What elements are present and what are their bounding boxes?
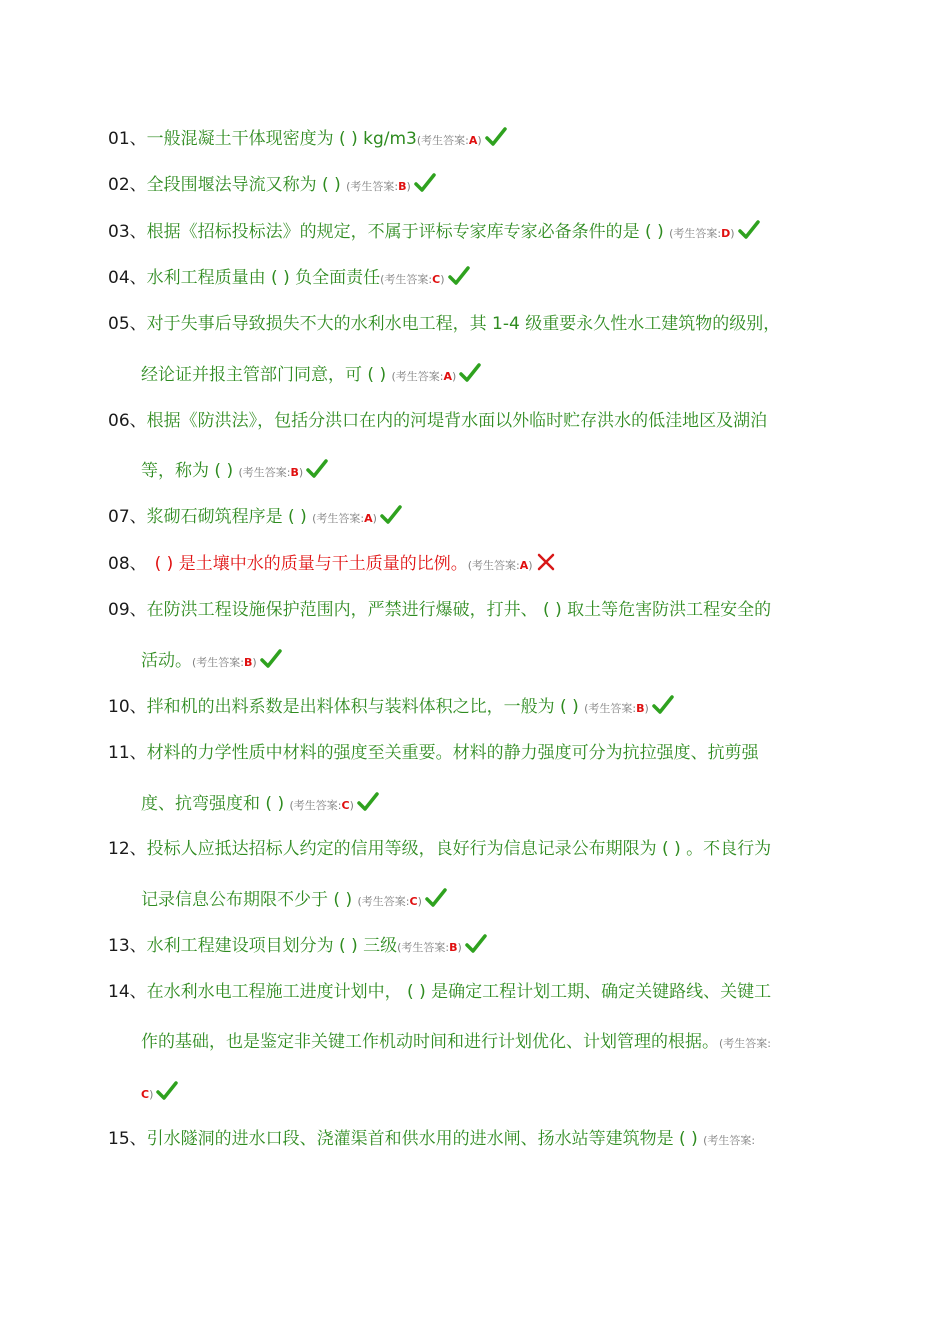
- answer-value: C: [341, 799, 350, 812]
- answer-close: ): [149, 1088, 154, 1101]
- answer-close: ): [298, 466, 304, 479]
- question-text: 引水隧洞的进水口段、浇灌渠首和供水用的进水闸、扬水站等建筑物是 ( ): [146, 1129, 698, 1149]
- check-icon: [448, 266, 470, 295]
- answer-close: ): [252, 656, 257, 669]
- question-14-continued: [141, 1028, 861, 1056]
- question-09: [108, 596, 828, 624]
- question-10: [108, 693, 828, 721]
- check-icon: [465, 934, 487, 963]
- question-02: [108, 171, 828, 199]
- check-icon: [380, 505, 402, 534]
- answer-label: (考生答案:: [584, 702, 637, 715]
- answer-value: B: [244, 656, 253, 669]
- question-12-continued: [141, 886, 861, 914]
- question-08: [108, 550, 828, 578]
- answer-label: (考生答案:: [289, 799, 342, 812]
- question-text: 在水利水电工程施工进度计划中， ( ) 是确定工程计划工期、确定关键路线、关键工: [146, 982, 772, 1002]
- question-number: 06、: [108, 411, 147, 431]
- question-text: 对于失事后导致损失不大的水利水电工程，其 1-4 级重要永久性水工建筑物的级别，: [146, 314, 781, 334]
- question-text: 全段围堰法导流又称为 ( ): [146, 175, 341, 195]
- answer-label: (考生答案:: [391, 370, 444, 383]
- question-number: 10、: [108, 697, 147, 717]
- question-text: 材料的力学性质中材料的强度至关重要。材料的静力强度可分为抗拉强度、抗剪强: [146, 743, 759, 763]
- question-09-continued: [141, 647, 861, 675]
- check-icon: [459, 363, 481, 392]
- answer-close: ): [477, 134, 482, 147]
- answer-value: B: [636, 702, 645, 715]
- question-text: 浆砌石砌筑程序是 ( ): [146, 507, 307, 527]
- answer-value: A: [519, 559, 529, 572]
- question-11: [108, 739, 828, 767]
- question-text: 在防洪工程设施保护范围内，严禁进行爆破，打井、 ( ) 取土等危害防洪工程安全的: [146, 600, 772, 620]
- answer-close: ): [372, 512, 377, 525]
- check-icon: [306, 459, 328, 488]
- question-number: 01、: [108, 129, 147, 149]
- answer-close: ): [644, 702, 649, 715]
- question-14-answer-line: [141, 1079, 861, 1107]
- question-number: 05、: [108, 314, 147, 334]
- question-text: 拌和机的出料系数是出料体积与装料体积之比，一般为 ( ): [146, 697, 579, 717]
- question-text: ( ) 是土壤中水的质量与干土质量的比例。: [154, 554, 468, 574]
- answer-label: (考生答案:: [357, 895, 410, 908]
- answer-close: ): [730, 227, 735, 240]
- answer-label: (考生答案:: [416, 134, 469, 147]
- check-icon: [156, 1081, 178, 1110]
- answer-value: C: [432, 273, 441, 286]
- answer-value: A: [364, 512, 373, 525]
- answer-close: ): [440, 273, 445, 286]
- question-text-continued: 度、抗弯强度和 ( ): [141, 794, 285, 814]
- question-text: 根据《防洪法》，包括分洪口在内的河堤背水面以外临时贮存洪水的低洼地区及湖泊: [146, 411, 768, 431]
- check-icon: [357, 792, 379, 821]
- answer-label: (考生答案:: [192, 656, 244, 669]
- check-icon: [260, 649, 282, 678]
- question-05-continued: [141, 361, 861, 389]
- answer-label: (考生答案:: [719, 1037, 771, 1050]
- answer-value: D: [721, 227, 731, 240]
- answer-label: (考生答案:: [312, 512, 365, 525]
- answer-label: (考生答案:: [467, 559, 520, 572]
- question-number: 03、: [108, 222, 147, 242]
- question-13: [108, 932, 828, 960]
- check-icon: [738, 220, 760, 249]
- question-04: [108, 264, 828, 292]
- answer-close: ): [457, 941, 462, 954]
- question-text: 水利工程质量由 ( ) 负全面责任: [146, 268, 381, 288]
- answer-value: A: [468, 134, 478, 147]
- question-text-continued: 活动。: [141, 651, 192, 671]
- check-icon: [485, 127, 507, 156]
- question-05: [108, 310, 828, 338]
- answer-value: C: [409, 895, 418, 908]
- question-number: 14、: [108, 982, 147, 1002]
- answer-value: B: [290, 466, 299, 479]
- answer-label: (考生答案:: [703, 1134, 756, 1147]
- question-text-continued: 经论证并报主管部门同意，可 ( ): [141, 365, 387, 385]
- answer-close: ): [452, 370, 457, 383]
- question-11-continued: [141, 790, 861, 818]
- question-12: [108, 835, 828, 863]
- question-text-continued: 记录信息公布期限不少于 ( ): [141, 890, 353, 910]
- question-number: 07、: [108, 507, 147, 527]
- question-text: 根据《招标投标法》的规定，不属于评标专家库专家必备条件的是 ( ): [146, 222, 664, 242]
- check-icon: [652, 695, 674, 724]
- answer-close: ): [349, 799, 354, 812]
- answer-close: ): [417, 895, 422, 908]
- question-number: 02、: [108, 175, 147, 195]
- question-number: 11、: [108, 743, 147, 763]
- question-03: [108, 218, 828, 246]
- question-text: 一般混凝土干体现密度为 ( ) kg/m3: [146, 129, 417, 149]
- question-06: [108, 407, 828, 435]
- answer-label: (考生答案:: [346, 180, 399, 193]
- answer-close: ): [406, 180, 411, 193]
- question-text: 水利工程建设项目划分为 ( ) 三级: [146, 936, 398, 956]
- answer-value: A: [443, 370, 452, 383]
- answer-label: (考生答案:: [380, 273, 433, 286]
- question-text-continued: 作的基础，也是鉴定非关键工作机动时间和进行计划优化、计划管理的根据。: [141, 1032, 719, 1052]
- question-number: 04、: [108, 268, 147, 288]
- question-text-continued: 等，称为 ( ): [141, 461, 234, 481]
- answer-label: (考生答案:: [397, 941, 450, 954]
- question-15: [108, 1125, 828, 1153]
- question-number: 08、: [108, 554, 147, 574]
- question-01: [108, 125, 828, 153]
- question-06-continued: [141, 457, 861, 485]
- question-text: 投标人应抵达招标人约定的信用等级，良好行为信息记录公布期限为 ( ) 。不良行为: [146, 839, 772, 859]
- answer-close: ): [528, 559, 533, 572]
- answer-label: (考生答案:: [238, 466, 291, 479]
- question-number: 15、: [108, 1129, 147, 1149]
- question-number: 12、: [108, 839, 147, 859]
- answer-value: C: [141, 1088, 150, 1101]
- question-number: 09、: [108, 600, 147, 620]
- answer-label: (考生答案:: [669, 227, 722, 240]
- question-07: [108, 503, 828, 531]
- answer-value: B: [398, 180, 407, 193]
- question-14: [108, 978, 828, 1006]
- cross-icon: [536, 552, 556, 581]
- answer-value: B: [449, 941, 458, 954]
- check-icon: [414, 173, 436, 202]
- question-number: 13、: [108, 936, 147, 956]
- check-icon: [425, 888, 447, 917]
